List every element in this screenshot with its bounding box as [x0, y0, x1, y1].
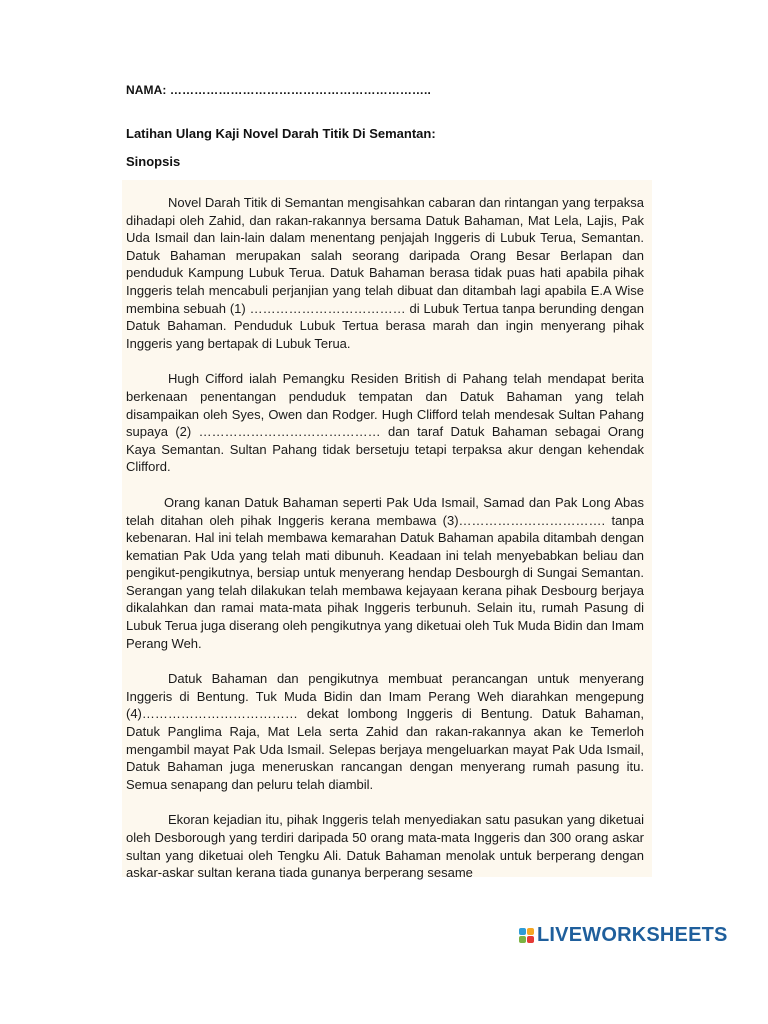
- paragraph-5: Ekoran kejadian itu, pihak Inggeris telah menyediakan satu pasukan yang diketuai oleh Desborough yang terdiri daripada 50 orang mata-mata Inggeris dan 300 orang askar sultan yang diketuai oleh Tengku Ali. Datuk Bahaman menolak untuk berperang dengan askar-askar sultan kerana tiada gunanya berperang sesame: [126, 812, 644, 881]
- brand-wordmark: LIVEWORKSHEETS: [537, 924, 728, 946]
- worksheet-title: Latihan Ulang Kaji Novel Darah Titik Di Semantan:: [126, 126, 436, 141]
- liveworksheets-brand: [519, 924, 728, 947]
- paragraph-4: Datuk Bahaman dan pengikutnya membuat perancangan untuk menyerang Inggeris di Bentung. Tuk Muda Bidin dan Imam Perang Weh diarahkan mengepung (4)……………………………… dekat lombong Inggeris di Bentung. Datuk Bahaman, Datuk Panglima Raja, Mat Lela serta Zahid dan rakan-rakannya akan ke Temerloh mengambil mayat Pak Uda Ismail. Selepas berjaya mengeluarkan mayat Pak Uda Ismail, Datuk Bahaman juga meneruskan rancangan dengan menyerang rumah pasung itu. Semua senapang dan peluru telah diambil.: [126, 671, 644, 792]
- paragraph-2: Hugh Cifford ialah Pemangku Residen British di Pahang telah mendapat berita berkenaan penentangan penduduk tempatan dan Datuk Bahaman yang telah disampaikan oleh Syes, Owen dan Rodger. Hugh Clifford telah mendesak Sultan Pahang supaya (2) …………………………………… dan taraf Datuk Bahaman sebagai Orang Kaya Semantan. Sultan Pahang tidak bersetuju tetapi terpaksa akur dengan kehendak Clifford.: [126, 371, 644, 475]
- paragraph-1: Novel Darah Titik di Semantan mengisahkan cabaran dan rintangan yang terpaksa dihadapi oleh Zahid, dan rakan-rakannya bersama Datuk Bahaman, Mat Lela, Lajis, Pak Uda Ismail dan lain-lain dalam menentang penjajah Inggeris di Lubuk Terua, Semantan. Datuk Bahaman merupakan salah seorang daripada Orang Besar Berlapan dan penduduk Kampung Lubuk Terua. Datuk Bahaman berasa tidak puas hati apabila pihak Inggeris telah mencabuli perjanjian yang telah dibuat dan ditambah lagi apabila E.A Wise membina sebuah (1) ……………………………… di Lubuk Tertua tanpa berunding dengan Datuk Bahaman. Penduduk Lubuk Tertua berasa marah dan ingin menyerang pihak Inggeris yang bertapak di Lubuk Terua.: [126, 195, 644, 351]
- name-line: NAMA: ………………………………………………………..: [126, 83, 431, 97]
- paragraph-3: Orang kanan Datuk Bahaman seperti Pak Uda Ismail, Samad dan Pak Long Abas telah ditahan oleh pihak Inggeris kerana membawa (3)……………………………. tanpa kebenaran. Hal ini telah membawa kemarahan Datuk Bahaman apabila ditambah dengan kematian Pak Uda yang telah mati dibunuh. Keadaan ini telah menyebabkan beliau dan pengikut-pengikutnya, bersiap untuk menyerang hendap Desbourgh di Sungai Semantan. Serangan yang telah dilakukan telah membawa kejayaan kerana pihak Desbourg berjaya dikalahkan dan ramai mata-mata pihak Inggeris terbunuh. Selain itu, rumah Pasung di Lubuk Terua juga diserang oleh pengikutnya yang diketuai oleh Tuk Muda Bidin dan Imam Perang Weh.: [126, 494, 644, 651]
- liveworksheets-logo-icon: [519, 928, 534, 943]
- synopsis-body: [126, 194, 644, 900]
- section-heading: Sinopsis: [126, 154, 181, 169]
